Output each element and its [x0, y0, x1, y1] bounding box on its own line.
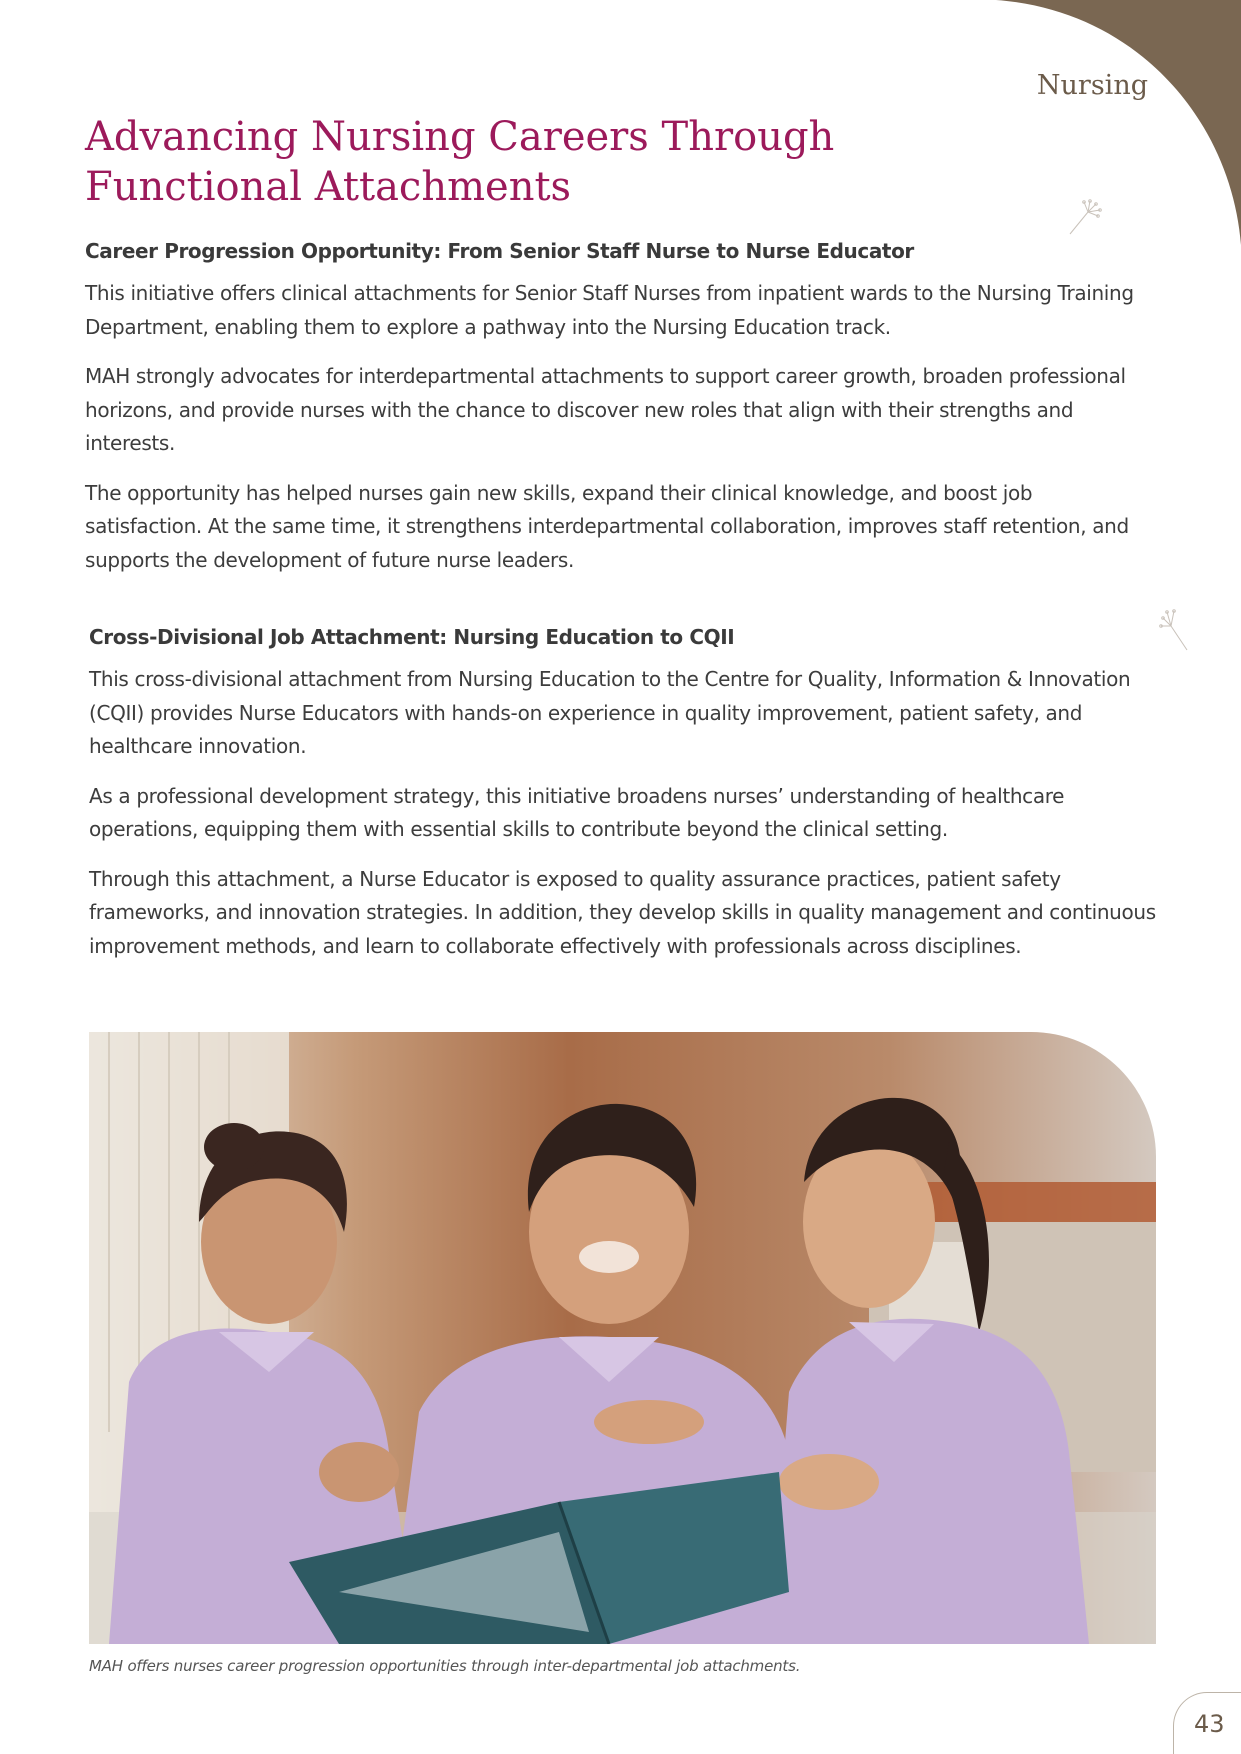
cross-divisional-section [89, 623, 1159, 979]
nurses-photo [89, 1032, 1156, 1644]
photo-caption: MAH offers nurses career progression opportunities through inter-departmental job attachments. [89, 1657, 801, 1675]
page-number: 43 [1194, 1710, 1225, 1738]
section-heading: Career Progression Opportunity: From Senior Staff Nurse to Nurse Educator [85, 239, 914, 263]
section-label: Nursing [1036, 70, 1148, 101]
paragraph: Through this attachment, a Nurse Educator is exposed to quality assurance practices, patient safety frameworks, and innovation strategies. In addition, they develop skills in quality management and continuous improvement methods, and learn to collaborate effectively with professionals across disciplines. [89, 866, 1156, 958]
dandelion-sprig-icon [1066, 198, 1106, 242]
section-heading: Cross-Divisional Job Attachment: Nursing Education to CQII [89, 625, 735, 649]
paragraph: This cross-divisional attachment from Nursing Education to the Centre for Quality, Information & Innovation (CQII) provides Nurse Educators with hands-on experience in quality improvement, patient safety, and healthcare innovation. [89, 667, 1131, 758]
page-title: Advancing Nursing Careers Through Functional Attachments [85, 114, 835, 210]
paragraph: As a professional development strategy, this initiative broadens nurses’ understanding of healthcare operations, equipping them with essential skills to contribute beyond the clinical setting. [89, 783, 1065, 841]
paragraph: The opportunity has helped nurses gain new skills, expand their clinical knowledge, and boost job satisfaction. At the same time, it strengthens interdepartmental collaboration, improves staff retention, and supports the development of future nurse leaders. [85, 480, 1129, 572]
paragraph: This initiative offers clinical attachments for Senior Staff Nurses from inpatient wards to the Nursing Training Department, enabling them to explore a pathway into the Nursing Education track. [85, 281, 1134, 339]
dandelion-sprig-icon [1157, 608, 1191, 656]
career-progression-section [85, 237, 1155, 593]
paragraph: MAH strongly advocates for interdepartmental attachments to support career growth, broaden professional horizons, and provide nurses with the chance to discover new roles that align with their strengths and interests. [85, 364, 1126, 455]
